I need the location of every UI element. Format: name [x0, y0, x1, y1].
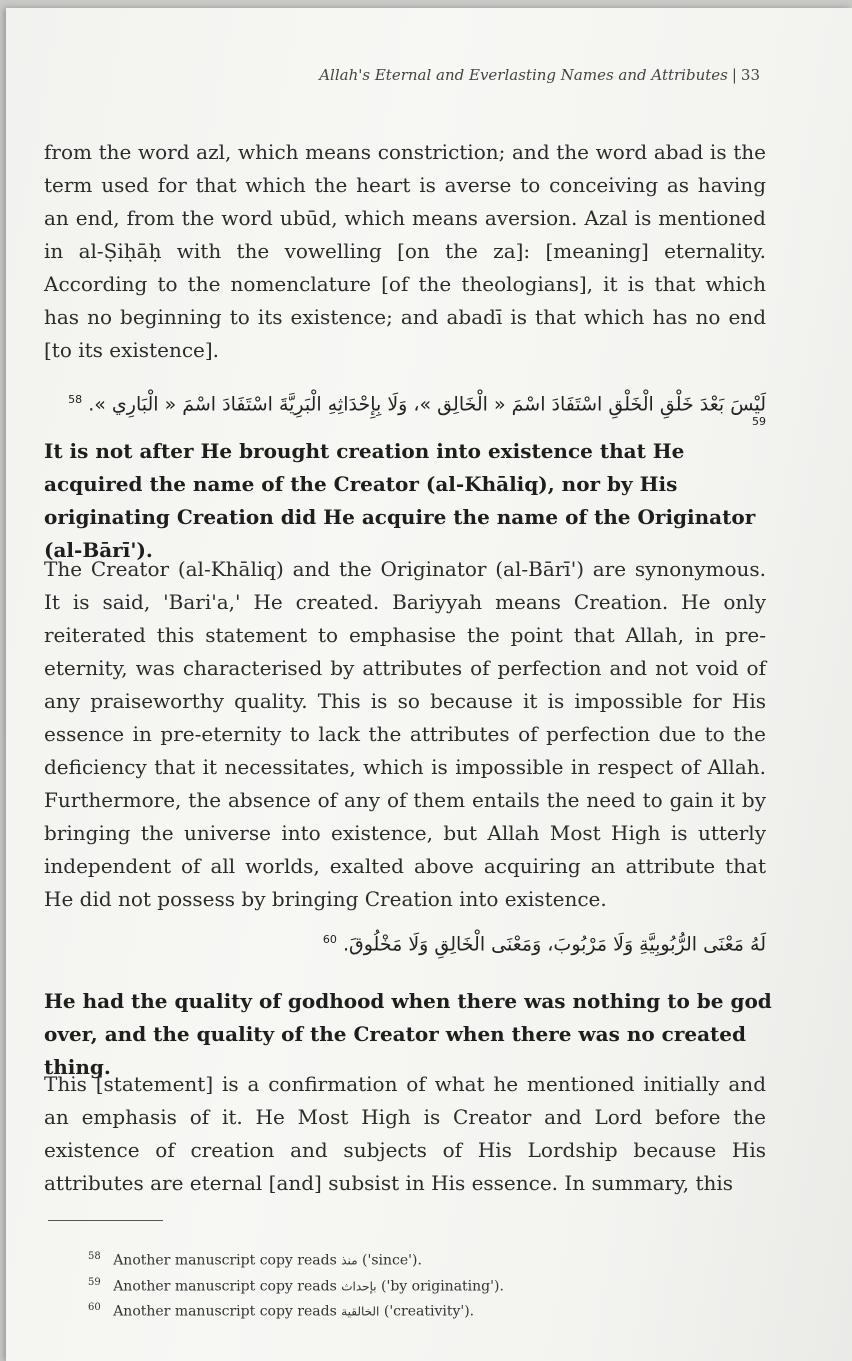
footnote-prefix: Another manuscript copy reads: [113, 1252, 337, 1269]
footnote-number: 59: [88, 1276, 101, 1288]
footnote-number: 60: [88, 1302, 101, 1314]
footnote-gloss: ('since').: [362, 1252, 422, 1269]
paragraph-2: The Creator (al-Khāliq) and the Originator (al-Bārī') are synonymous. It is said, 'Bari'a,' He created. Bariyyah means Creation. He only reiterated this statement to emphasise the point that Allah, in pre-eternity, was characterised by attributes of perfection and not void of any praiseworthy quality. This is so because it is impossible for His essence in pre-eternity to lack the attributes of perfection due to the deficiency that it necessitates, which is impossible in respect of Allah. Furthermore, the absence of any of them entails the need to gain it by bringing the universe into existence, but Allah Most High is utterly independent of all worlds, exalted above acquiring an attribute that He did not possess by bringing Creation into existence.: [44, 557, 766, 911]
footnote-58: [88, 1246, 504, 1272]
running-title: Allah's Eternal and Everlasting Names and Attributes: [319, 66, 728, 84]
running-header: [319, 66, 760, 84]
arabic-text-1: [66, 393, 766, 438]
footnote-number: 58: [88, 1251, 101, 1262]
footnote-59: [88, 1272, 504, 1298]
arabic-line-2: لَهُ مَعْنَى الرُّبُوبِيَّةِ وَلَا مَرْبُوبَ، وَمَعْنَى الْخَالِقِ وَلَا مَخْلُوقَ.: [342, 933, 766, 956]
footnote-arabic: منذ: [341, 1253, 358, 1268]
book-page: [6, 8, 852, 1361]
page-number: 33: [740, 66, 760, 84]
footnote-prefix: Another manuscript copy reads: [113, 1278, 337, 1295]
footnote-60: [88, 1297, 504, 1323]
footnote-gloss: ('creativity').: [383, 1303, 475, 1320]
footnotes: [88, 1246, 504, 1323]
header-divider: |: [731, 66, 737, 84]
arabic-text-2: [66, 933, 766, 955]
footnote-arabic: بإحداث: [341, 1279, 377, 1294]
translation-2: He had the quality of godhood when there was nothing to be god over, and the quality of the Creator when there was no created thing.: [44, 989, 772, 1079]
footnote-mark-60: 60: [322, 933, 337, 946]
footnote-mark-59: 59: [752, 415, 766, 429]
footnote-gloss: ('by originating').: [381, 1278, 504, 1295]
footnote-prefix: Another manuscript copy reads: [113, 1303, 337, 1320]
footnote-arabic: الخالقية: [341, 1304, 380, 1319]
footnote-mark-58: 58: [68, 393, 83, 406]
footnote-divider: [48, 1220, 163, 1221]
paragraph-1: from the word azl, which means constriction; and the word abad is the term used for that which the heart is averse to conceiving as having an end, from the word ubūd, which means aversion. Azal is mentioned in al-Ṣiḥāḥ with the vowelling [on the za]: [meaning] eternality. According to the nomenclature [of the theologians], it is that which has no beginning to its existence; and abadī is that which has no end [to its existence].: [44, 140, 766, 362]
translation-1: It is not after He brought creation into existence that He acquired the name of the Creator (al-Khāliq), nor by His originating Creation did He acquire the name of the Originator (al-Bārī').: [44, 439, 756, 562]
arabic-line-1: لَيْسَ بَعْدَ خَلْقِ الْخَلْقِ اسْتَفَادَ اسْمَ « الْخَالِق »، وَلَا بِإِحْدَاثِهِ الْبَرِيَّةَ اسْتَفَادَ اسْمَ « الْبَارِي ».: [88, 393, 766, 416]
paragraph-3: This [statement] is a confirmation of what he mentioned initially and an emphasis of it. He Most High is Creator and Lord before the existence of creation and subjects of His Lordship because His attributes are eternal [and] subsist in His essence. In summary, this: [44, 1072, 766, 1195]
